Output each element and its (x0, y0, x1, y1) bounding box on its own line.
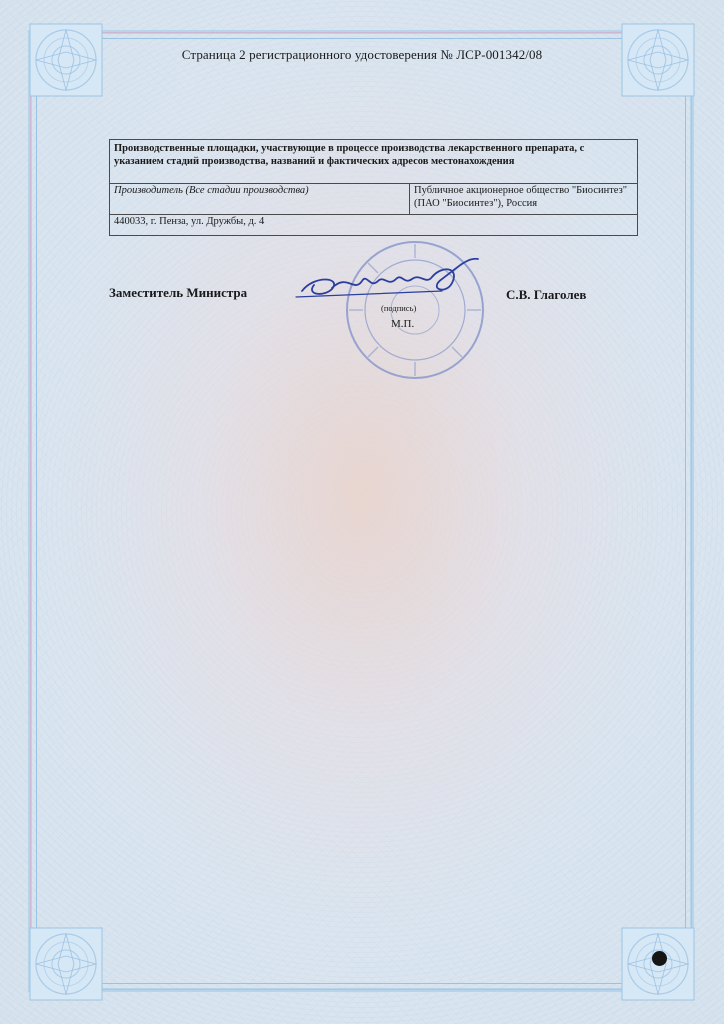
table-row (110, 184, 638, 215)
signatory-position: Заместитель Министра (109, 285, 248, 300)
signature-caption: (подпись) (381, 303, 417, 313)
handwritten-signature (292, 255, 492, 310)
table-row (110, 215, 638, 236)
table-row (110, 140, 638, 184)
punch-hole (652, 951, 667, 966)
production-sites-table (109, 139, 638, 236)
manufacturer-address: 440033, г. Пенза, ул. Дружбы, д. 4 (110, 215, 638, 236)
table-heading: Производственные площадки, участвующие в процессе производства лекарственного препарата, с указанием стадий производства, названий и фактических адресов местонахождения (110, 140, 638, 184)
production-stage: Производитель (Все стадии производства) (110, 184, 410, 215)
page-header: Страница 2 регистрационного удостоверения № ЛСР-001342/08 (181, 47, 543, 62)
stamp-place-mark: М.П. (391, 318, 415, 330)
signatory-name: С.В. Глаголев (506, 287, 587, 302)
manufacturer-name: Публичное акционерное общество "Биосинтез" (ПАО "Биосинтез"), Россия (410, 184, 638, 215)
corner-rosette-icon (26, 924, 106, 1004)
